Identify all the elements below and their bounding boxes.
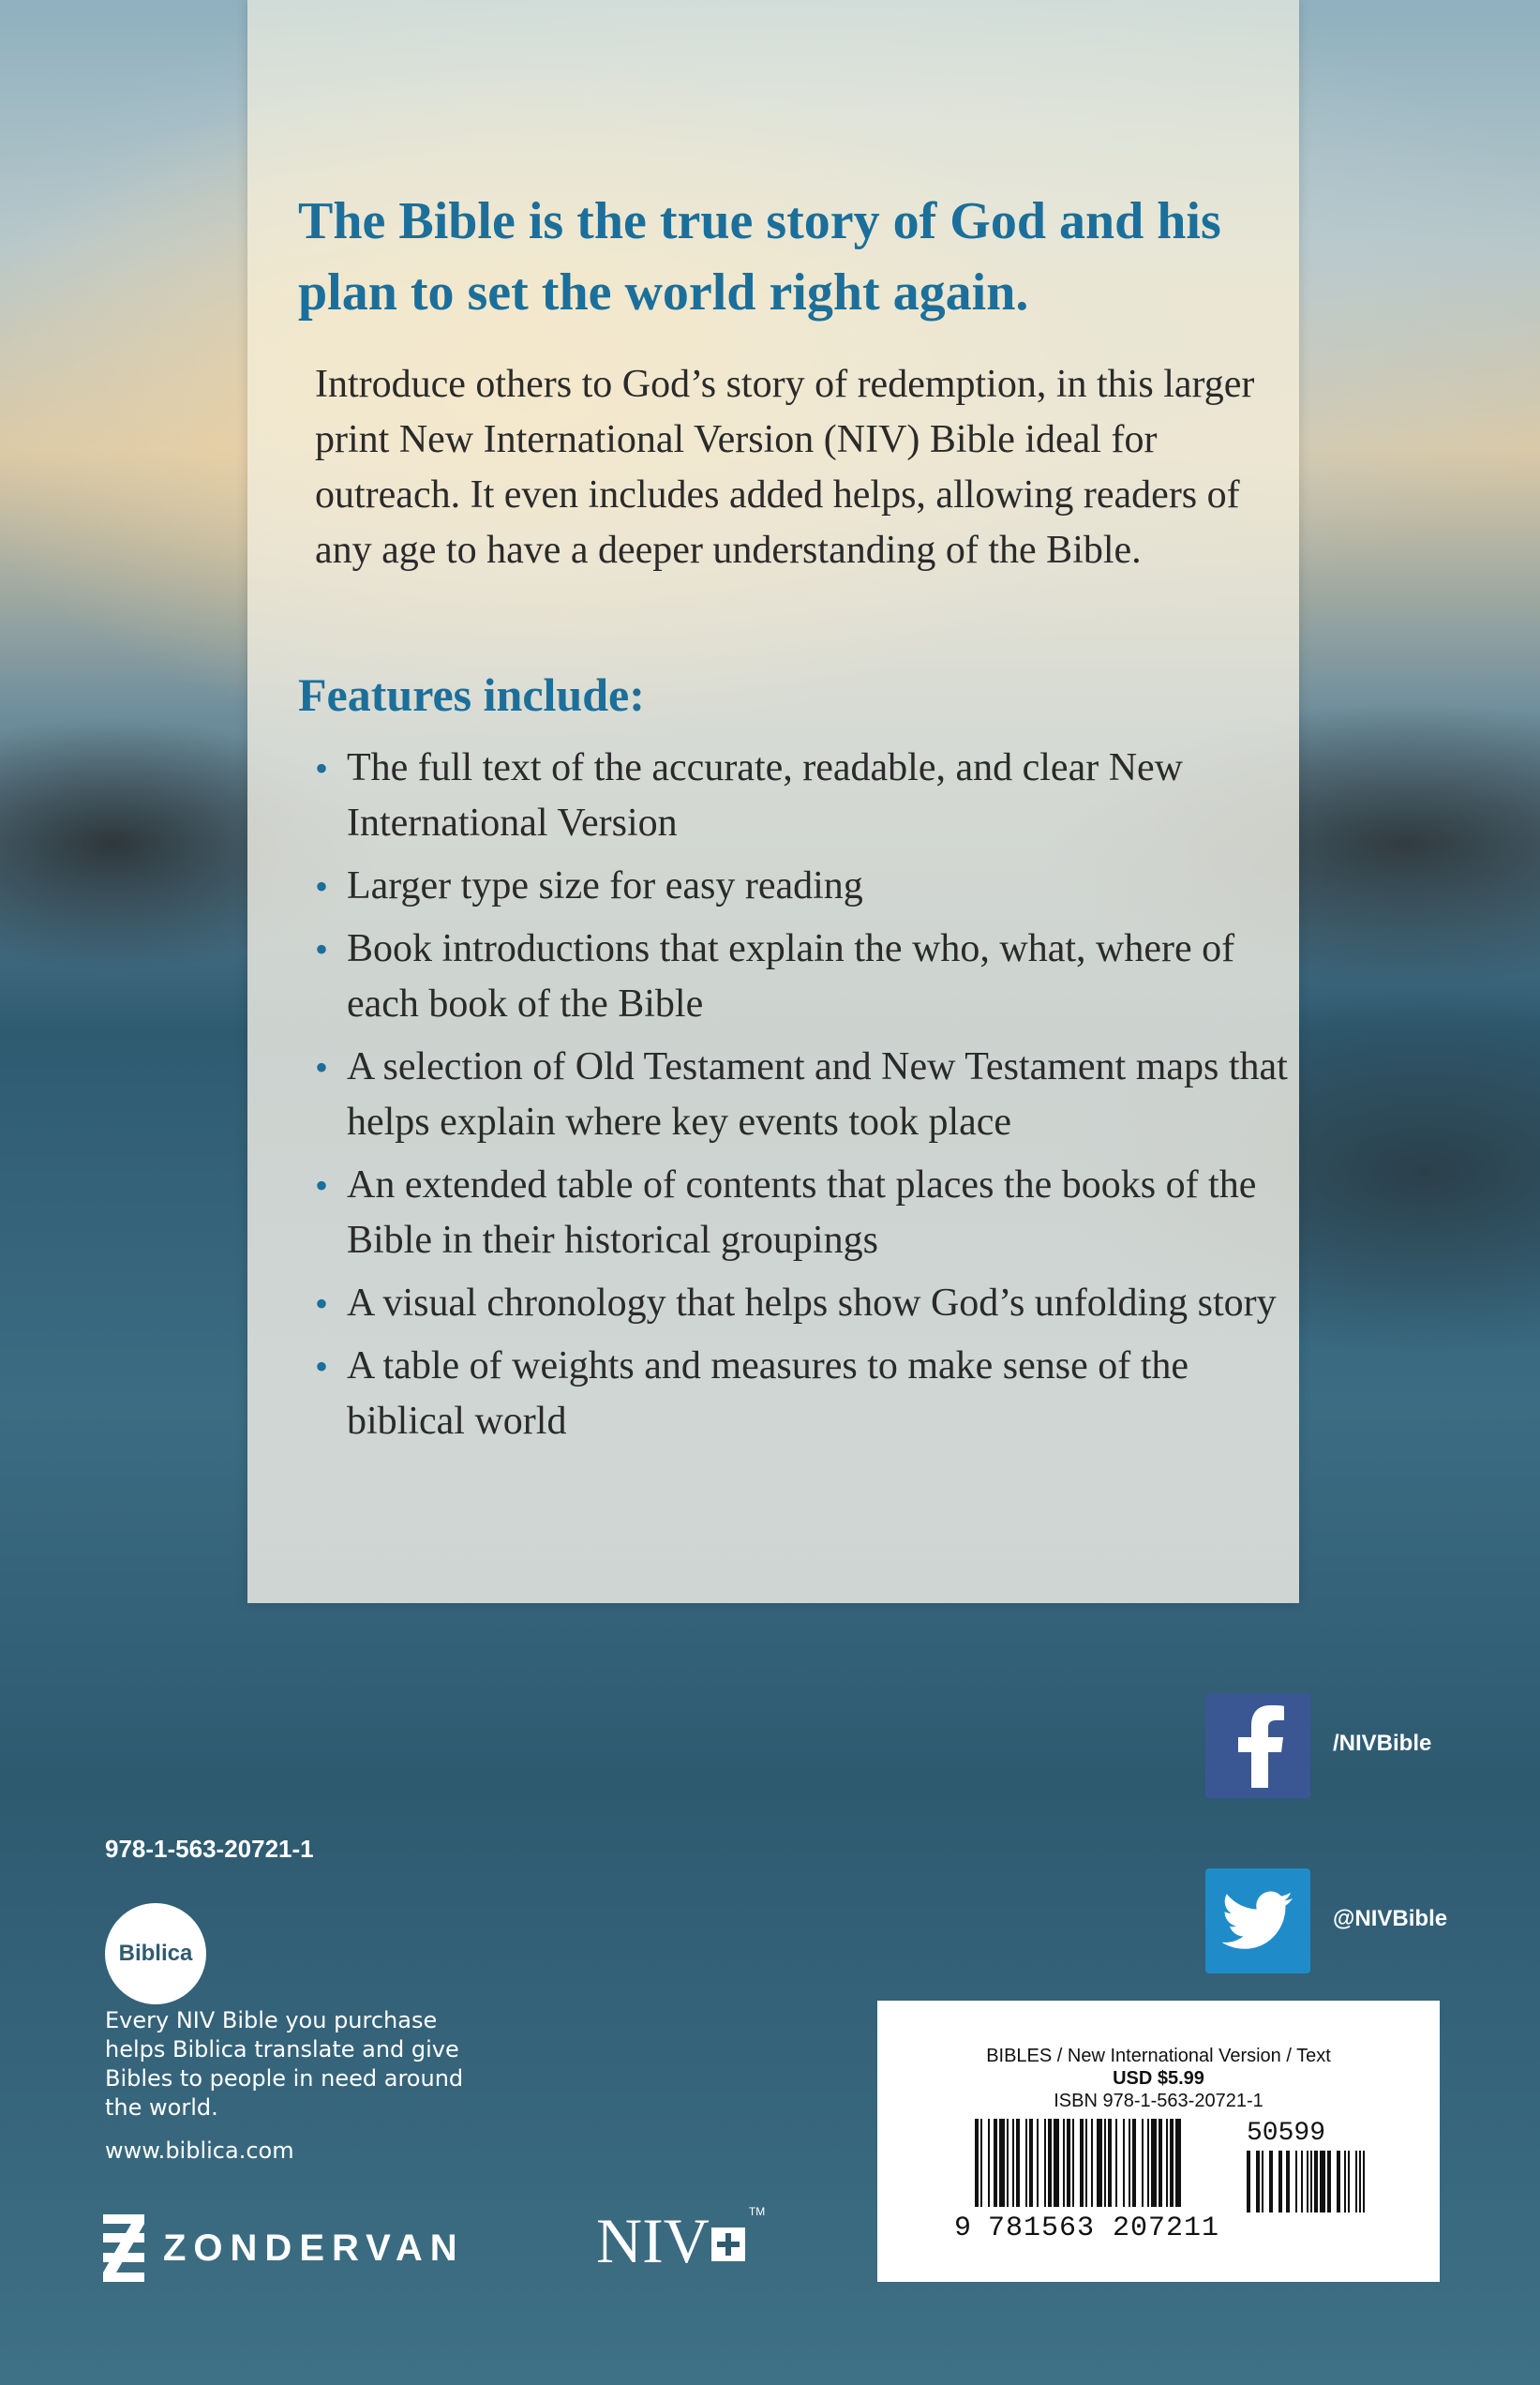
bullet-icon: • bbox=[315, 865, 329, 908]
niv-trademark: TM bbox=[748, 2205, 766, 2218]
biblica-url[interactable]: www.biblica.com bbox=[105, 2138, 294, 2164]
niv-logo bbox=[596, 2205, 765, 2276]
feature-item: • The full text of the accurate, readable, and clear New International Version bbox=[315, 741, 1290, 851]
feature-item: • Book introductions that explain the who, what, where of each book of the Bible bbox=[315, 922, 1290, 1032]
feature-item: • A selection of Old Testament and New Testament maps that helps explain where key events took place bbox=[315, 1040, 1290, 1150]
feature-item: • A visual chronology that helps show God’s unfolding story bbox=[315, 1276, 1290, 1331]
facebook-handle[interactable]: /NIVBible bbox=[1333, 1731, 1432, 1756]
biblica-statement: Every NIV Bible you purchase helps Biblica translate and give Bibles to people in need around the world. bbox=[105, 2007, 464, 2121]
bullet-icon: • bbox=[315, 1282, 329, 1325]
twitter-bird-glyph bbox=[1221, 1891, 1294, 1951]
bullet-icon: • bbox=[315, 747, 329, 789]
headline: The Bible is the true story of God and his plan to set the world right again. bbox=[298, 192, 1221, 322]
zondervan-mark-icon bbox=[103, 2214, 144, 2282]
barcode-label bbox=[877, 2001, 1440, 2282]
barcode-digits: 781563 207211 bbox=[988, 2212, 1220, 2244]
intro-paragraph: Introduce others to God’s story of redemption, in this larger print New International Version (NIV) Bible ideal for outreach. It even includes added helps, allowing readers of any age to have a deeper understanding of the Bible. bbox=[315, 363, 1255, 572]
bullet-icon: • bbox=[315, 1164, 329, 1207]
biblica-logo bbox=[105, 1903, 206, 2004]
feature-item: • An extended table of contents that places the books of the Bible in their historical groupings bbox=[315, 1158, 1290, 1268]
niv-cross-icon bbox=[710, 2226, 747, 2263]
bullet-icon: • bbox=[315, 1046, 329, 1088]
zondervan-wordmark: ZONDERVAN bbox=[163, 2227, 465, 2269]
twitter-handle[interactable]: @NIVBible bbox=[1333, 1906, 1448, 1931]
bullet-icon: • bbox=[315, 928, 329, 970]
bullet-icon: • bbox=[315, 1345, 329, 1388]
isbn-number: 978-1-563-20721-1 bbox=[105, 1835, 314, 1863]
barcode-isbn: ISBN 978-1-563-20721-1 bbox=[1054, 2091, 1263, 2111]
features-list bbox=[315, 741, 1290, 1457]
feature-item: • Larger type size for easy reading bbox=[315, 859, 1290, 914]
barcode-price-code: 50599 bbox=[1247, 2119, 1326, 2148]
barcode-first-digit: 9 bbox=[954, 2212, 973, 2244]
barcode-category: BIBLES / New International Version / Text bbox=[986, 2046, 1331, 2066]
twitter-icon[interactable] bbox=[1205, 1868, 1310, 1973]
features-title: Features include: bbox=[298, 668, 645, 721]
biblica-logo-text: Biblica bbox=[118, 1941, 193, 1966]
barcode-price: USD $5.99 bbox=[1113, 2068, 1204, 2089]
feature-item: • A table of weights and measures to make sense of the biblical world bbox=[315, 1339, 1290, 1449]
niv-wordmark: NIV bbox=[596, 2205, 710, 2276]
facebook-f-glyph bbox=[1225, 1703, 1291, 1788]
facebook-icon[interactable] bbox=[1205, 1693, 1310, 1798]
zondervan-logo bbox=[103, 2214, 465, 2282]
